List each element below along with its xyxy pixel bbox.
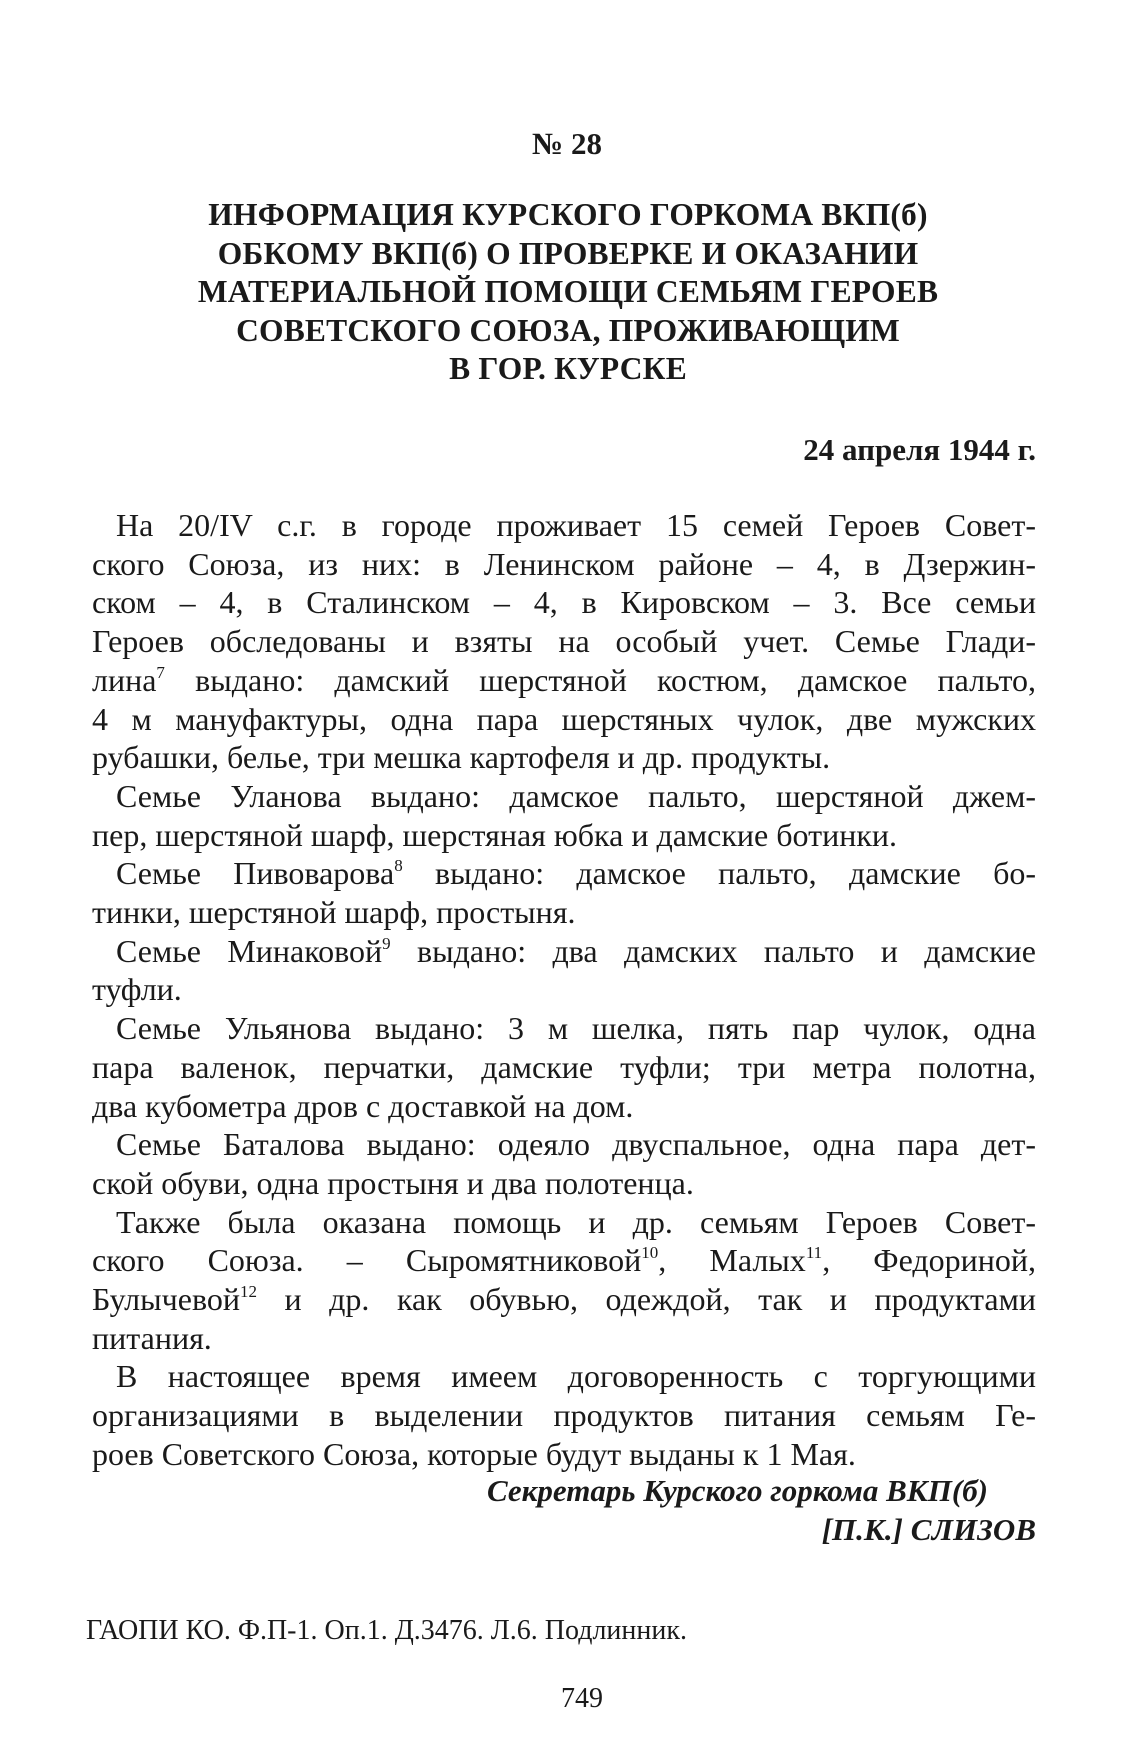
text-line: рубашки, белье, три мешка картофеля и др. продукты. (92, 739, 831, 776)
footnote-marker[interactable]: 12 (239, 1282, 257, 1302)
document-title (128, 196, 1008, 389)
text-line: пара валенок, перчатки, дамские туфли; три метра полотна, (92, 1048, 1036, 1085)
text-line (68, 661, 1036, 700)
text-line: Семье Баталова выдано: одеяло двуспальное, одна пара дет- (116, 1126, 1036, 1163)
archive-reference: ГАОПИ КО. Ф.П-1. Оп.1. Д.3476. Л.6. Подлинник. (86, 1615, 687, 1646)
signatory-name: [П.К.] СЛИЗОВ (821, 1512, 1036, 1547)
text-line: два кубометра дров с доставкой на дом. (92, 1087, 634, 1124)
footnote-marker[interactable]: 8 (394, 856, 403, 876)
footnote-marker[interactable]: 9 (382, 933, 391, 953)
page-number: 749 (561, 1683, 603, 1714)
document-page (68, 0, 1036, 1743)
text-line (68, 1280, 1036, 1319)
signature-block (336, 1471, 1036, 1549)
text-line: На 20/IV с.г. в городе проживает 15 семей Героев Совет- (116, 507, 1036, 543)
title-line: В ГОР. КУРСКЕ (449, 351, 687, 386)
text-line: В настоящее время имеем договоренность с торгующими (116, 1358, 1036, 1395)
text-line: питания. (92, 1319, 212, 1356)
text-line: Также была оказана помощь и др. семьям Героев Совет- (116, 1203, 1036, 1240)
text-line: Семье Уланова выдано: дамское пальто, шерстяной джем- (116, 777, 1036, 814)
text-line: организациями в выделении продуктов питания семьям Ге- (92, 1397, 1036, 1434)
title-line: МАТЕРИАЛЬНОЙ ПОМОЩИ СЕМЬЯМ ГЕРОЕВ (197, 274, 939, 309)
text-fragment: выдано: дамский шерстяной костюм, дамское пальто, (164, 661, 1036, 698)
footnote-marker[interactable]: 11 (805, 1243, 823, 1263)
text-line: пер, шерстяной шарф, шерстяная юбка и дамские ботинки. (92, 816, 898, 853)
paragraph-4 (68, 932, 1036, 1009)
footnote-marker[interactable]: 7 (156, 662, 165, 682)
text-line: роев Советского Союза, которые будут выданы к 1 Мая. (92, 1435, 856, 1472)
text-line: 4 м мануфактуры, одна пара шерстяных чулок, две мужских (92, 700, 1036, 737)
text-line: ского Союза, из них: в Ленинском районе – 4, в Дзержин- (92, 545, 1036, 582)
document-date: 24 апреля 1944 г. (803, 432, 1036, 467)
text-fragment: Семье Пивоварова (116, 855, 395, 892)
text-fragment: Булычевой (92, 1281, 240, 1318)
paragraph-3 (68, 854, 1036, 931)
text-line: ском – 4, в Сталинском – 4, в Кировском – 3. Все семьи (92, 584, 1036, 621)
text-fragment: выдано: два дамских пальто и дамские (390, 932, 1037, 969)
text-fragment: , Малых (658, 1242, 806, 1279)
text-fragment: лина (92, 661, 157, 698)
title-line: ИНФОРМАЦИЯ КУРСКОГО ГОРКОМА ВКП(б) (208, 197, 928, 232)
text-fragment: ского Союза. – Сыромятниковой (92, 1242, 642, 1279)
text-line (68, 1241, 1036, 1280)
text-line: Героев обследованы и взяты на особый учет. Семье Глади- (92, 623, 1036, 660)
text-line (68, 932, 1036, 971)
text-fragment: , Федориной, (822, 1242, 1037, 1279)
text-fragment: выдано: дамское пальто, дамские бо- (402, 855, 1036, 892)
footnote-marker[interactable]: 10 (641, 1243, 659, 1263)
text-line (68, 854, 1036, 893)
text-fragment: и др. как обувью, одеждой, так и продуктами (256, 1281, 1036, 1318)
document-number: № 28 (532, 126, 602, 161)
paragraph-6 (68, 1125, 1036, 1202)
text-fragment: Семье Минаковой (116, 932, 383, 969)
title-line: ОБКОМУ ВКП(б) О ПРОВЕРКЕ И ОКАЗАНИИ (217, 235, 919, 271)
paragraph-8 (68, 1357, 1036, 1473)
text-line: Семье Ульянова выдано: 3 м шелка, пять пар чулок, одна (116, 1010, 1036, 1047)
signatory-role: Секретарь Курского горкома ВКП(б) (487, 1473, 988, 1508)
paragraph-2 (68, 777, 1036, 854)
paragraph-5 (68, 1009, 1036, 1125)
paragraph-7 (68, 1203, 1036, 1358)
document-body (68, 506, 1036, 1474)
text-line: тинки, шерстяной шарф, простыня. (92, 894, 576, 931)
text-line: туфли. (92, 971, 182, 1008)
text-line: ской обуви, одна простыня и два полотенца. (92, 1164, 694, 1201)
paragraph-1 (68, 506, 1036, 777)
title-line: СОВЕТСКОГО СОЮЗА, ПРОЖИВАЮЩИМ (236, 312, 900, 348)
